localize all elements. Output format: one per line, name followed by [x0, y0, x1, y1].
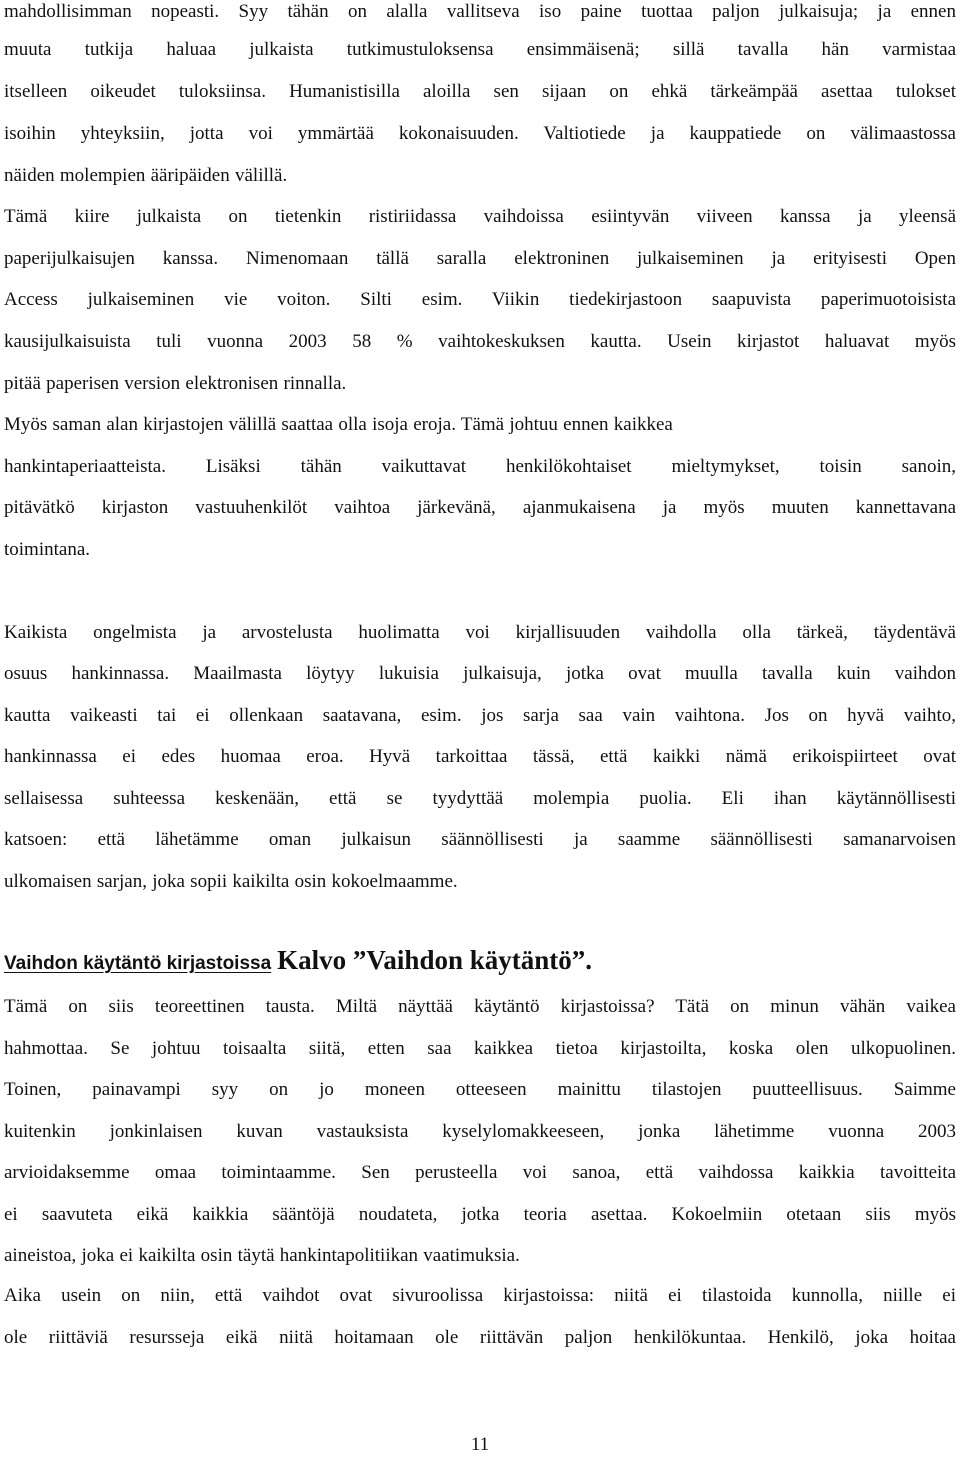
text-line: näiden molempien ääripäiden välillä.: [4, 165, 288, 186]
text-line: Myös saman alan kirjastojen välillä saattaa olla isoja eroja. Tämä johtuu ennen kaikkea: [4, 414, 673, 435]
slide-reference: Kalvo ”Vaihdon käytäntö”.: [277, 945, 592, 975]
text-line: arvioidaksemme omaa toimintaamme. Sen perusteella voi sanoa, että vaihdossa kaikkia tavoitteita: [4, 1162, 956, 1183]
text-line: paperijulkaisujen kanssa. Nimenomaan tällä saralla elektroninen julkaiseminen ja erityisesti Open: [4, 248, 956, 269]
text-line: pitää paperisen version elektronisen rinnalla.: [4, 373, 347, 394]
text-line: muuta tutkija haluaa julkaista tutkimustuloksensa ensimmäisenä; sillä tavalla hän varmistaa: [4, 39, 956, 60]
text-line: hankintaperiaatteista. Lisäksi tähän vaikuttavat henkilökohtaiset mieltymykset, toisin sanoin,: [4, 456, 956, 477]
text-line: sellaisessa suhteessa keskenään, että se tyydyttää molempia puolia. Eli ihan käytännöllisesti: [4, 788, 956, 809]
text-line: mahdollisimman nopeasti. Syy tähän on alalla vallitseva iso paine tuottaa paljon julkaisuja; ja ennen: [4, 1, 956, 22]
text-line: hahmottaa. Se johtuu toisaalta siitä, etten saa kaikkea tietoa kirjastoilta, koska olen ulkopuolinen.: [4, 1038, 956, 1059]
text-line: pitävätkö kirjaston vastuuhenkilöt vaihtoa järkevänä, ajanmukaisena ja myös muuten kannettavana: [4, 497, 956, 518]
text-line: ei saavuteta eikä kaikkia sääntöjä noudateta, jotka teoria asettaa. Kokoelmiin otetaan siis myös: [4, 1204, 956, 1225]
text-line: Toinen, painavampi syy on jo moneen otteeseen mainittu tilastojen puutteellisuus. Saimme: [4, 1079, 956, 1100]
section-heading-title: Vaihdon käytäntö kirjastoissa: [4, 953, 272, 974]
text-line: osuus hankinnassa. Maailmasta löytyy lukuisia julkaisuja, jotka ovat muulla tavalla kuin vaihdon: [4, 663, 956, 684]
text-line: Access julkaiseminen vie voiton. Silti esim. Viikin tiedekirjastoon saapuvista paperimuotoisista: [4, 289, 956, 310]
text-line: Tämä kiire julkaista on tietenkin ristiriidassa vaihdoissa esiintyvän viiveen kanssa ja yleensä: [4, 206, 956, 227]
text-line: isoihin yhteyksiin, jotta voi ymmärtää kokonaisuuden. Valtiotiede ja kauppatiede on välimaastossa: [4, 123, 956, 144]
section-heading: [4, 945, 956, 976]
text-line: kautta vaikeasti tai ei ollenkaan saatavana, esim. jos sarja saa vain vaihtona. Jos on hyvä vaihto,: [4, 705, 956, 726]
text-line: ole riittäviä resursseja eikä niitä hoitamaan ole riittävän paljon henkilökuntaa. Henkilö, joka hoitaa: [4, 1327, 956, 1348]
text-line: kausijulkaisuista tuli vuonna 2003 58 % vaihtokeskuksen kautta. Usein kirjastot haluavat myös: [4, 331, 956, 352]
text-line: Kaikista ongelmista ja arvostelusta huolimatta voi kirjallisuuden vaihdolla olla tärkeä, täydentävä: [4, 622, 956, 643]
text-line: Tämä on siis teoreettinen tausta. Miltä näyttää käytäntö kirjastoissa? Tätä on minun vähän vaikea: [4, 996, 956, 1017]
text-line: katsoen: että lähetämme oman julkaisun säännöllisesti ja saamme säännöllisesti samanarvoisen: [4, 829, 956, 850]
text-line: kuitenkin jonkinlaisen kuvan vastauksista kyselylomakkeeseen, jonka lähetimme vuonna 2003: [4, 1121, 956, 1142]
text-line: aineistoa, joka ei kaikilta osin täytä hankintapolitiikan vaatimuksia.: [4, 1245, 520, 1266]
text-line: hankinnassa ei edes huomaa eroa. Hyvä tarkoittaa tässä, että kaikki nämä erikoispiirteet ovat: [4, 746, 956, 767]
text-line: Aika usein on niin, että vaihdot ovat sivuroolissa kirjastoissa: niitä ei tilastoida kunnolla, niille ei: [4, 1285, 956, 1306]
text-line: toimintana.: [4, 539, 91, 560]
text-line: itselleen oikeudet tuloksiinsa. Humanistisilla aloilla sen sijaan on ehkä tärkeämpää asettaa tulokset: [4, 81, 956, 102]
text-line: ulkomaisen sarjan, joka sopii kaikilta osin kokoelmaamme.: [4, 871, 458, 892]
page-number: 11: [470, 1434, 490, 1455]
